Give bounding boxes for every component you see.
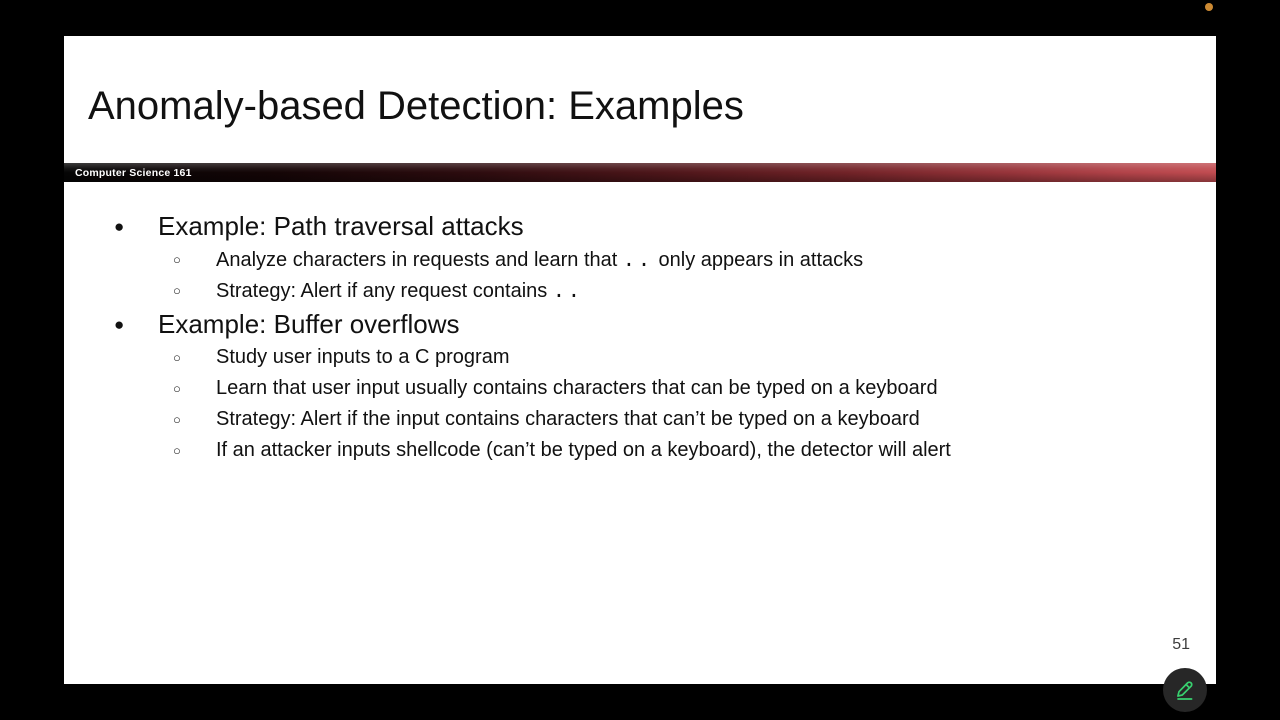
bullet-hollow-icon: ○ <box>173 252 181 267</box>
list-item <box>64 373 1216 404</box>
bullet-hollow-icon: ○ <box>173 381 181 396</box>
bullet-text-segment: Analyze characters in requests and learn that <box>216 249 623 271</box>
list-item <box>64 342 1216 373</box>
bullet-text-segment: only appears in attacks <box>653 249 864 271</box>
code-token: .. <box>622 247 653 271</box>
course-banner <box>64 163 1216 182</box>
bullet-filled-icon: ● <box>114 314 125 334</box>
recording-dot <box>1205 3 1213 11</box>
bullet-text: Example: Buffer overflows <box>158 309 460 339</box>
bullet-text: If an attacker inputs shellcode (can’t be typed on a keyboard), the detector will alert <box>216 439 951 461</box>
bullet-text-segment: Strategy: Alert if any request contains <box>216 280 553 302</box>
slide-title: Anomaly-based Detection: Examples <box>88 84 744 128</box>
list-item <box>64 306 1216 342</box>
pencil-icon <box>1173 678 1197 702</box>
bullet-list <box>64 208 1216 466</box>
bullet-text <box>216 244 863 276</box>
bullet-text: Example: Path traversal attacks <box>158 211 524 241</box>
bullet-hollow-icon: ○ <box>173 350 181 365</box>
code-token: .. <box>552 278 583 302</box>
list-item <box>64 404 1216 435</box>
annotate-button[interactable] <box>1163 668 1207 712</box>
bullet-text: Study user inputs to a C program <box>216 346 510 368</box>
bullet-hollow-icon: ○ <box>173 283 181 298</box>
list-item <box>64 208 1216 244</box>
bullet-text <box>216 275 583 307</box>
bullet-text: Strategy: Alert if the input contains characters that can’t be typed on a keyboard <box>216 408 920 430</box>
bullet-hollow-icon: ○ <box>173 412 181 427</box>
list-item <box>64 435 1216 466</box>
bullet-text: Learn that user input usually contains characters that can be typed on a keyboard <box>216 377 938 399</box>
slide <box>64 36 1216 684</box>
list-item <box>64 275 1216 306</box>
page-number: 51 <box>1172 636 1190 653</box>
course-label: Computer Science 161 <box>75 166 192 179</box>
bullet-filled-icon: ● <box>114 216 125 236</box>
bullet-hollow-icon: ○ <box>173 443 181 458</box>
list-item <box>64 244 1216 275</box>
